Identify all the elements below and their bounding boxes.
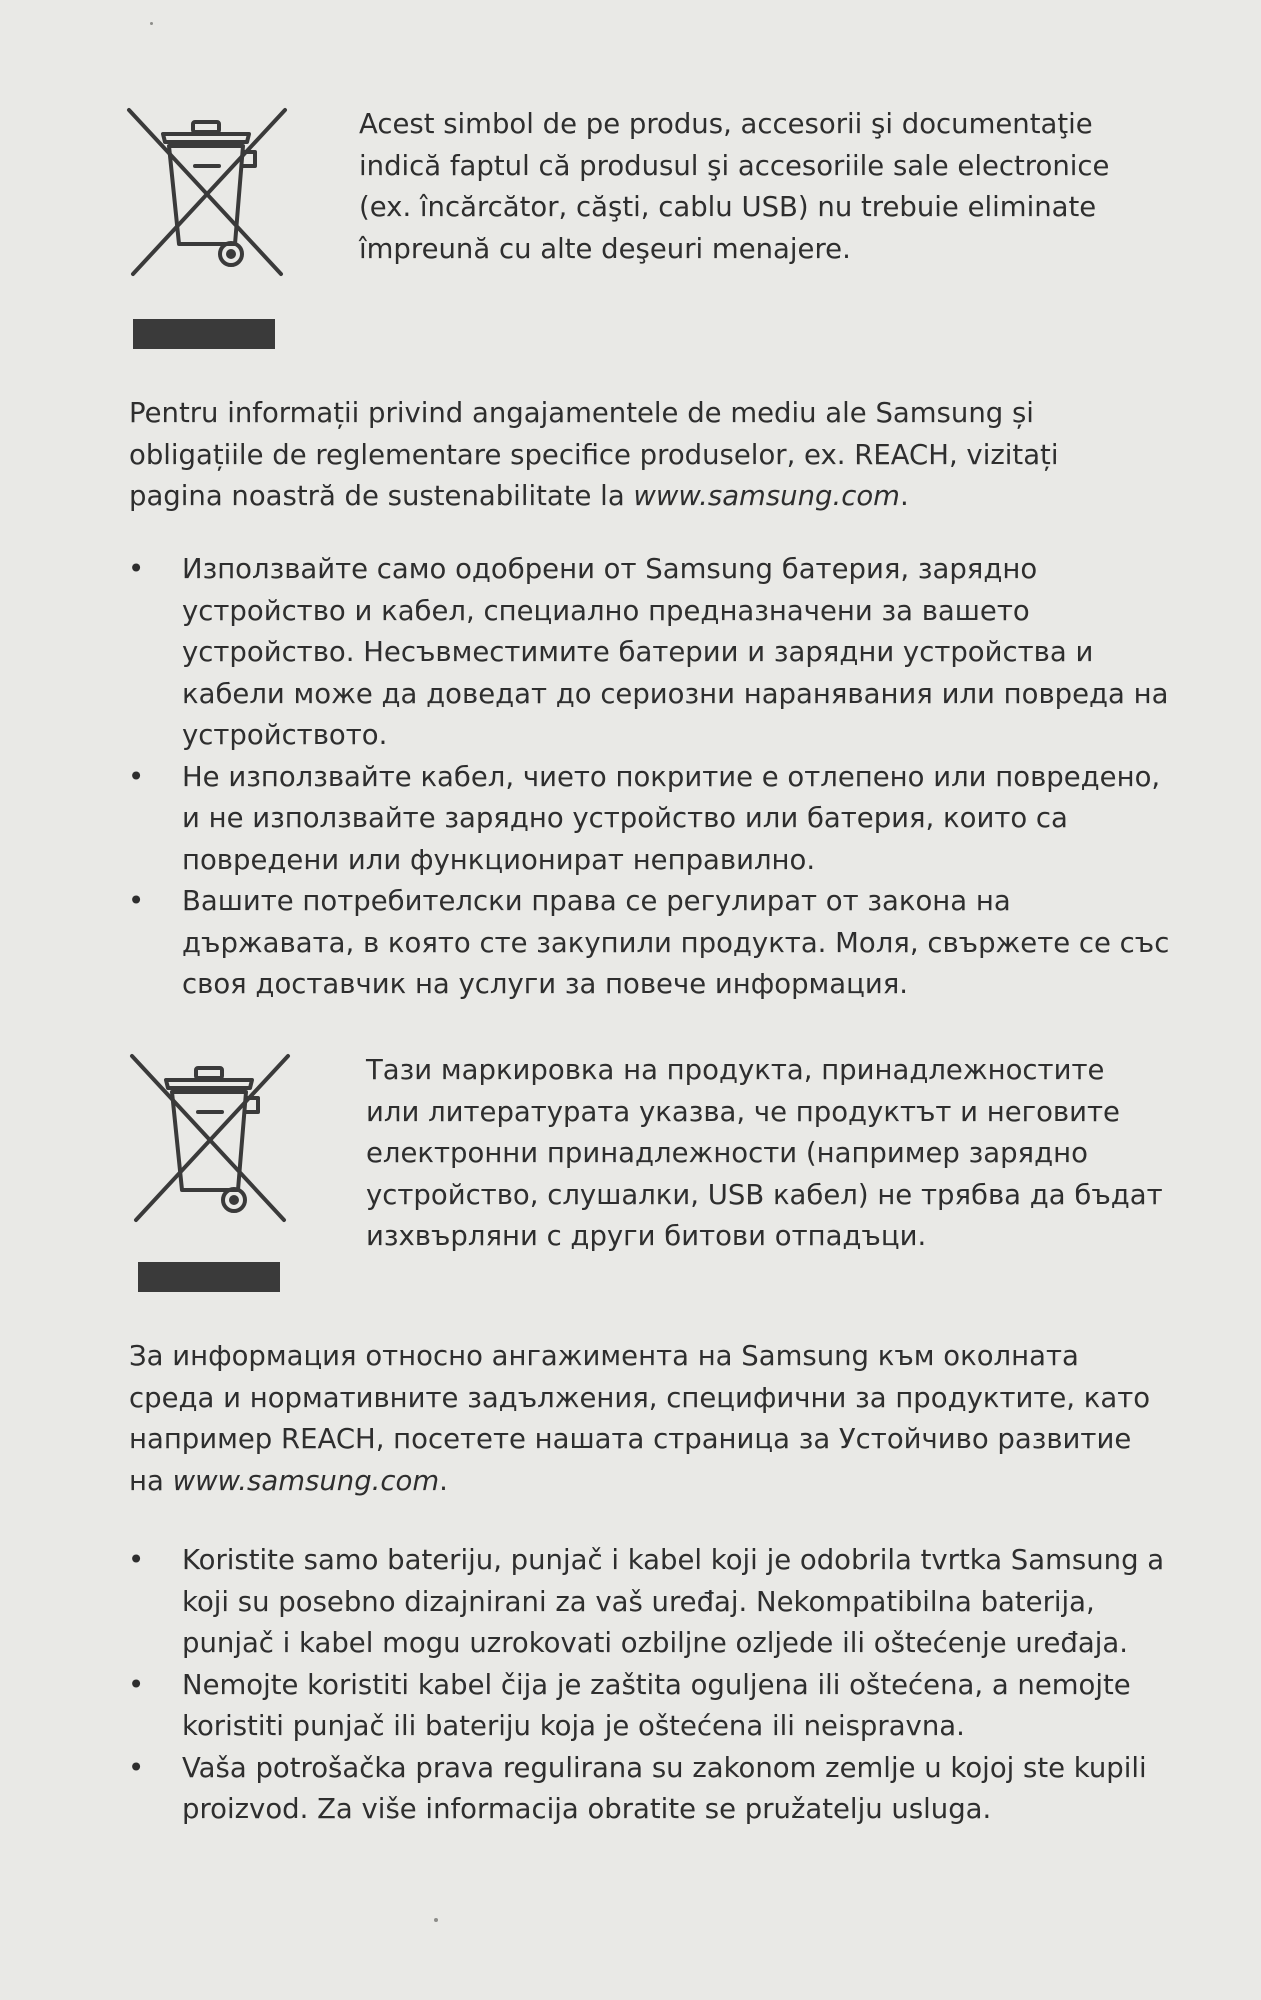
bullet-text: Koristite samo bateriju, punjač i kabel koji je odobrila tvrtka Samsung a koji su posebno dizajnirani za vaš uređaj. Nekompatibilna baterija, punjač i kabel mogu uzrokovati ozbiljne ozljede ili oštećenje uređaja.	[182, 1544, 1165, 1659]
list-item	[126, 1748, 1176, 1831]
list-item	[126, 881, 1176, 1006]
speck-mark	[150, 22, 153, 25]
bullet-glyph: •	[128, 1751, 145, 1784]
bullet-text: Nemojte koristiti kabel čija je zaštita oguljena ili oštećena, a nemojte koristiti punjač ili bateriju koja je oštećena ili neispravna.	[182, 1668, 1131, 1742]
safety-bullets-bg	[126, 549, 1176, 1006]
list-item	[126, 1540, 1176, 1665]
bullet-glyph: •	[128, 553, 145, 585]
weee-symbol-text-ro: Acest simbol de pe produs, accesorii şi documentaţie indică faptul că produsul şi accesoriile sale electronice (ex. încărcător, căşti, cablu USB) nu trebuie eliminate împreună cu alte deşeuri menajere.	[359, 108, 1110, 265]
weee-symbol-text-bg: Тази маркировка на продукта, принадлежностите или литературата указва, че продуктът и неговите електронни принадлежности (например зарядно устройство, слушалки, USB кабел) не трябва да бъдат изхвърляни с други битови отпадъци.	[366, 1054, 1163, 1252]
bullet-glyph: •	[128, 1544, 145, 1576]
environment-info-ro-text: Pentru informații privind angajamentele de mediu ale Samsung și obligațiile de reglementare specifice produselor, ex. REACH, vizitați pagina noastră de sustenabilitate la	[129, 397, 1059, 512]
bullet-glyph: •	[128, 760, 145, 793]
environment-info-bg-end: .	[439, 1464, 448, 1497]
samsung-link-ro[interactable]: www.samsung.com	[633, 480, 900, 512]
environment-info-ro-end: .	[899, 480, 909, 512]
crossed-out-wheelie-bin-icon	[123, 104, 293, 354]
safety-bullets-hr	[126, 1540, 1176, 1831]
bullet-glyph: •	[128, 1668, 145, 1701]
list-item	[126, 1665, 1176, 1748]
bullet-text: Не използвайте кабел, чието покритие е отлепено или повредено, и не използвайте зарядно устройство или батерия, които са повредени или функционират неправилно.	[182, 760, 1161, 876]
bullet-glyph: •	[128, 885, 145, 917]
list-item	[126, 757, 1176, 882]
environment-info-bg	[129, 1336, 1159, 1502]
environment-info-bg-text: За информация относно ангажимента на Samsung към околната среда и нормативните задължения, специфични за продуктите, като например REACH, посетете нашата страница за Устойчиво развитие на	[129, 1340, 1151, 1497]
environment-info-ro	[129, 393, 1159, 518]
speck-mark	[434, 1918, 438, 1922]
samsung-link-bg[interactable]: www.samsung.com	[172, 1464, 440, 1497]
crossed-out-wheelie-bin-icon	[126, 1050, 296, 1300]
bullet-text: Вашите потребителски права се регулират от закона на държавата, в която сте закупили продукта. Моля, свържете се със своя доставчик на услуги за повече информация.	[182, 885, 1170, 1000]
bullet-text: Vaša potrošačka prava regulirana su zakonom zemlje u kojoj ste kupili proizvod. Za više informacija obratite se pružatelju usluga.	[182, 1751, 1147, 1825]
list-item	[126, 549, 1176, 757]
bullet-text: Използвайте само одобрени от Samsung батерия, зарядно устройство и кабел, специално предназначени за вашето устройство. Несъвместимите батерии и зарядни устройства и кабели може да доведат до сериозни наранявания или повреда на устройството.	[182, 553, 1169, 751]
